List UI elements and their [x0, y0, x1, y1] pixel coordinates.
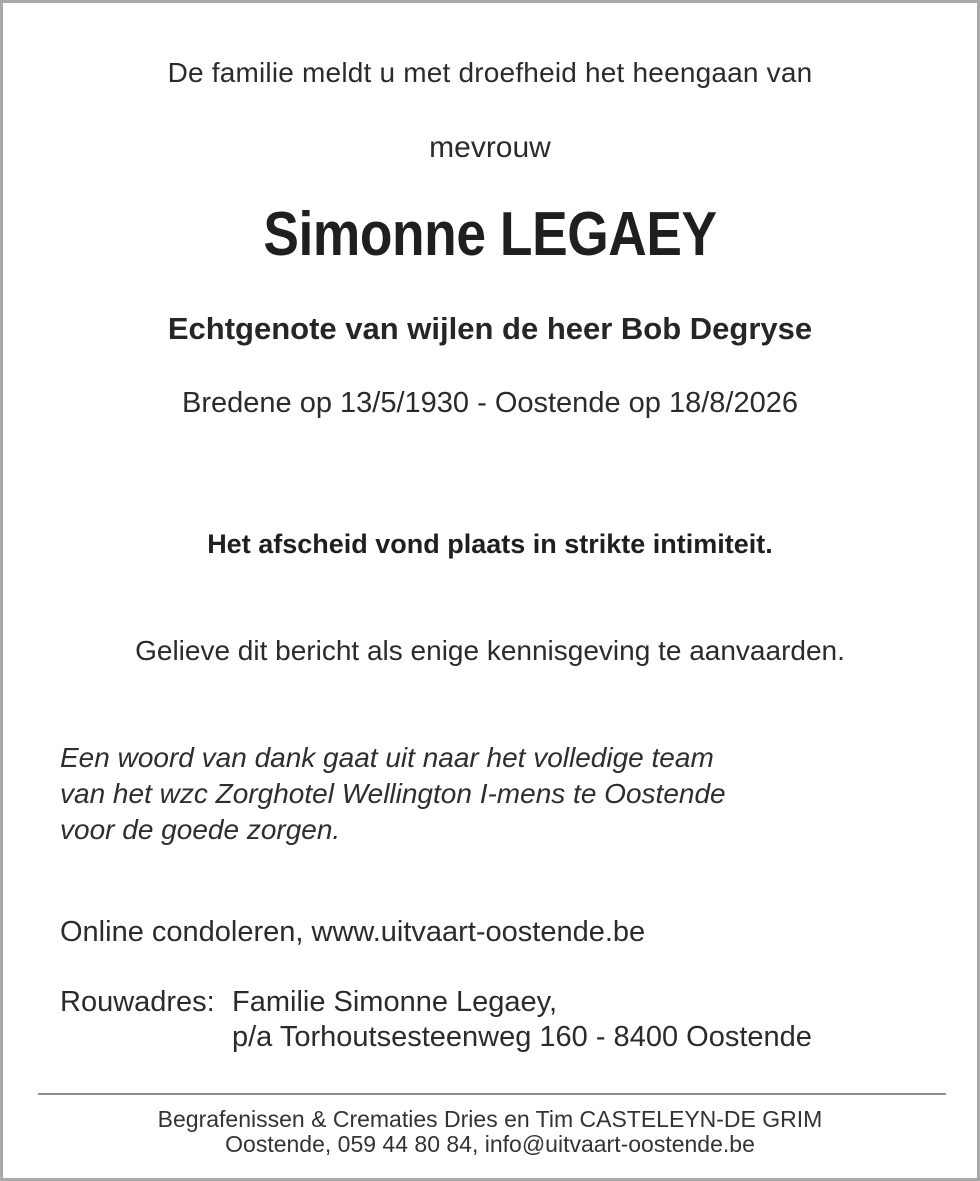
spouse-line: Echtgenote van wijlen de heer Bob Degryse [167, 311, 813, 346]
thanks-line: voor de goede zorgen. [60, 814, 341, 845]
mourning-address-label: Rouwadres: [60, 986, 215, 1018]
announcement-notice: Gelieve dit bericht als enige kennisgeving te aanvaarden. [135, 635, 845, 666]
intro-text: De familie meldt u met droefheid het heengaan van [167, 57, 813, 88]
deceased-name: Simonne LEGAEY [263, 200, 717, 269]
footer-divider [38, 1093, 946, 1095]
farewell-notice: Het afscheid vond plaats in strikte intimiteit. [207, 529, 773, 559]
mourning-address-line: Familie Simonne Legaey, [232, 986, 558, 1018]
mourning-address-line: p/a Torhoutsesteenweg 160 - 8400 Oostende [232, 1021, 812, 1053]
funeral-home-contact: Oostende, 059 44 80 84, info@uitvaart-oostende.be [225, 1131, 755, 1157]
thanks-line: van het wzc Zorghotel Wellington I-mens te Oostende [60, 778, 726, 809]
online-condolence: Online condoleren, www.uitvaart-oostende.be [60, 916, 646, 948]
birth-death-dates: Bredene op 13/5/1930 - Oostende op 18/8/2026 [182, 387, 798, 419]
honorific: mevrouw [429, 131, 551, 164]
funeral-home-name: Begrafenissen & Crematies Dries en Tim CASTELEYN-DE GRIM [157, 1106, 823, 1132]
thanks-line: Een woord van dank gaat uit naar het volledige team [60, 742, 714, 773]
thanks-paragraph [60, 740, 726, 848]
